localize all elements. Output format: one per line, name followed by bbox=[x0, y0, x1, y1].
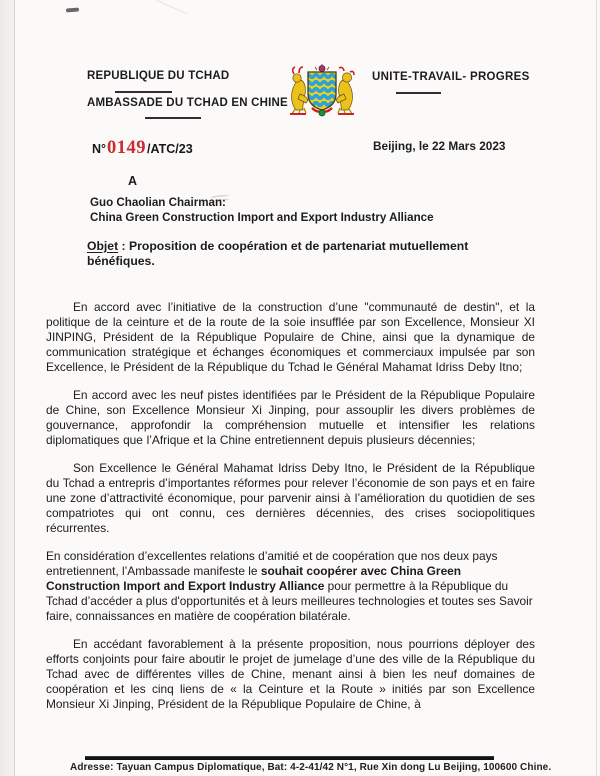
letterhead-motto: UNITE-TRAVAIL- PROGRES bbox=[372, 71, 530, 83]
subject-separator: : bbox=[118, 239, 129, 253]
letterhead-divider bbox=[145, 117, 201, 119]
paragraph-2: En accord avec les neuf pistes identifiées par le Président de la République Populaire de Chine, son Excellence Monsieur Xi Jinping, pour assouplir les divers problèmes de gouvernance, approfondir la compréhension mutuelle et intensifier les relations diplomatiques que l’Afrique et la Chine entretiennent depuis plusieurs décennies; bbox=[46, 388, 535, 447]
reference-number bbox=[92, 138, 193, 159]
footer-divider bbox=[85, 756, 494, 760]
scan-left-edge-line bbox=[14, 0, 15, 776]
reference-prefix: N° bbox=[92, 142, 107, 156]
paragraph-3: Son Excellence le Général Mahamat Idriss Deby Itno, le Président de la République du Tchad a entrepris d’importantes réformes pour relever l’économie de son pays et en faire une zone d’attractivité économique, pour parvenir ainsi à l’amélioration du quotidien de ses compatriotes qui ont connu, ces dernières décennies, des crises sociopolitiques récurrentes. bbox=[46, 461, 535, 535]
paragraph-5: En accédant favorablement à la présente proposition, nous pourrions déployer des efforts conjoints pour faire aboutir le projet de jumelage d’une des ville de la République du Tchad avec de différentes villes de Chine, menant ainsi à bien les neuf domaines de coopération et les cinq liens de « la Ceinture et la Route » initiés par son Excellence Monsieur Xi Jinping, Président de la République Populaire de Chine, à bbox=[46, 637, 535, 711]
reference-suffix: /ATC/23 bbox=[147, 142, 193, 156]
scan-ink-mark bbox=[66, 8, 79, 13]
paragraph-4 bbox=[46, 549, 535, 624]
recipient-name: Guo Chaolian Chairman: bbox=[90, 196, 226, 209]
subject-label: Objet bbox=[87, 239, 119, 253]
paragraph-4-partner-bold: souhait coopérer avec China Green Construction Import and Export Industry Alliance bbox=[46, 564, 462, 593]
paragraph-4-lead: En considération d’excellentes relations d’amitié et de coopération que nos deux pays entretiennent, l’Ambassade manifeste le bbox=[46, 549, 498, 578]
scan-crease-mark bbox=[151, 0, 188, 26]
letterhead-divider bbox=[115, 91, 172, 93]
letterhead-embassy: AMBASSADE DU TCHAD EN CHINE bbox=[87, 97, 288, 109]
footer-address: Adresse: Tayuan Campus Diplomatique, Bat: 4-2-41/42 N°1, Rue Xin dong Lu Beijing, 100600 Chine. bbox=[70, 762, 552, 773]
recipient-block bbox=[90, 196, 434, 225]
subject-line bbox=[87, 239, 485, 268]
subject-text: Proposition de coopération et de partenariat mutuellement bénéfiques. bbox=[87, 239, 469, 268]
date-line: Beijing, le 22 Mars 2023 bbox=[373, 139, 506, 153]
letterhead-country: REPUBLIQUE DU TCHAD bbox=[87, 70, 230, 82]
letterhead-divider bbox=[396, 92, 441, 94]
chad-coat-of-arms-emblem bbox=[286, 64, 358, 117]
recipient-to-letter: A bbox=[128, 174, 138, 188]
reference-stamped-number: 0149 bbox=[107, 138, 147, 158]
recipient-organization: China Green Construction Import and Export Industry Alliance bbox=[90, 210, 434, 224]
scan-left-strip bbox=[0, 0, 14, 776]
letter-body bbox=[46, 300, 535, 756]
paragraph-1: En accord avec l’initiative de la construction d’une "communauté de destin", et la politique de la ceinture et de la route de la soie insufflée par son Excellence, Monsieur XI JINPING, Président de la République Populaire de Chine, ainsi que la dynamique de communication stratégique et échanges économiques et commerciaux impulsée par son Excellence, le Président de la République du Tchad le Général Mahamat Idriss Deby Itno; bbox=[46, 300, 535, 374]
scan-right-edge-line bbox=[596, 0, 597, 776]
paragraph-4-rest: pour permettre à la République du Tchad d’accéder a plus d'opportunités et à leurs meilleures technologies et toutes ses Savoir faire, connaissances en matière de coopération bilatérale. bbox=[46, 579, 533, 623]
